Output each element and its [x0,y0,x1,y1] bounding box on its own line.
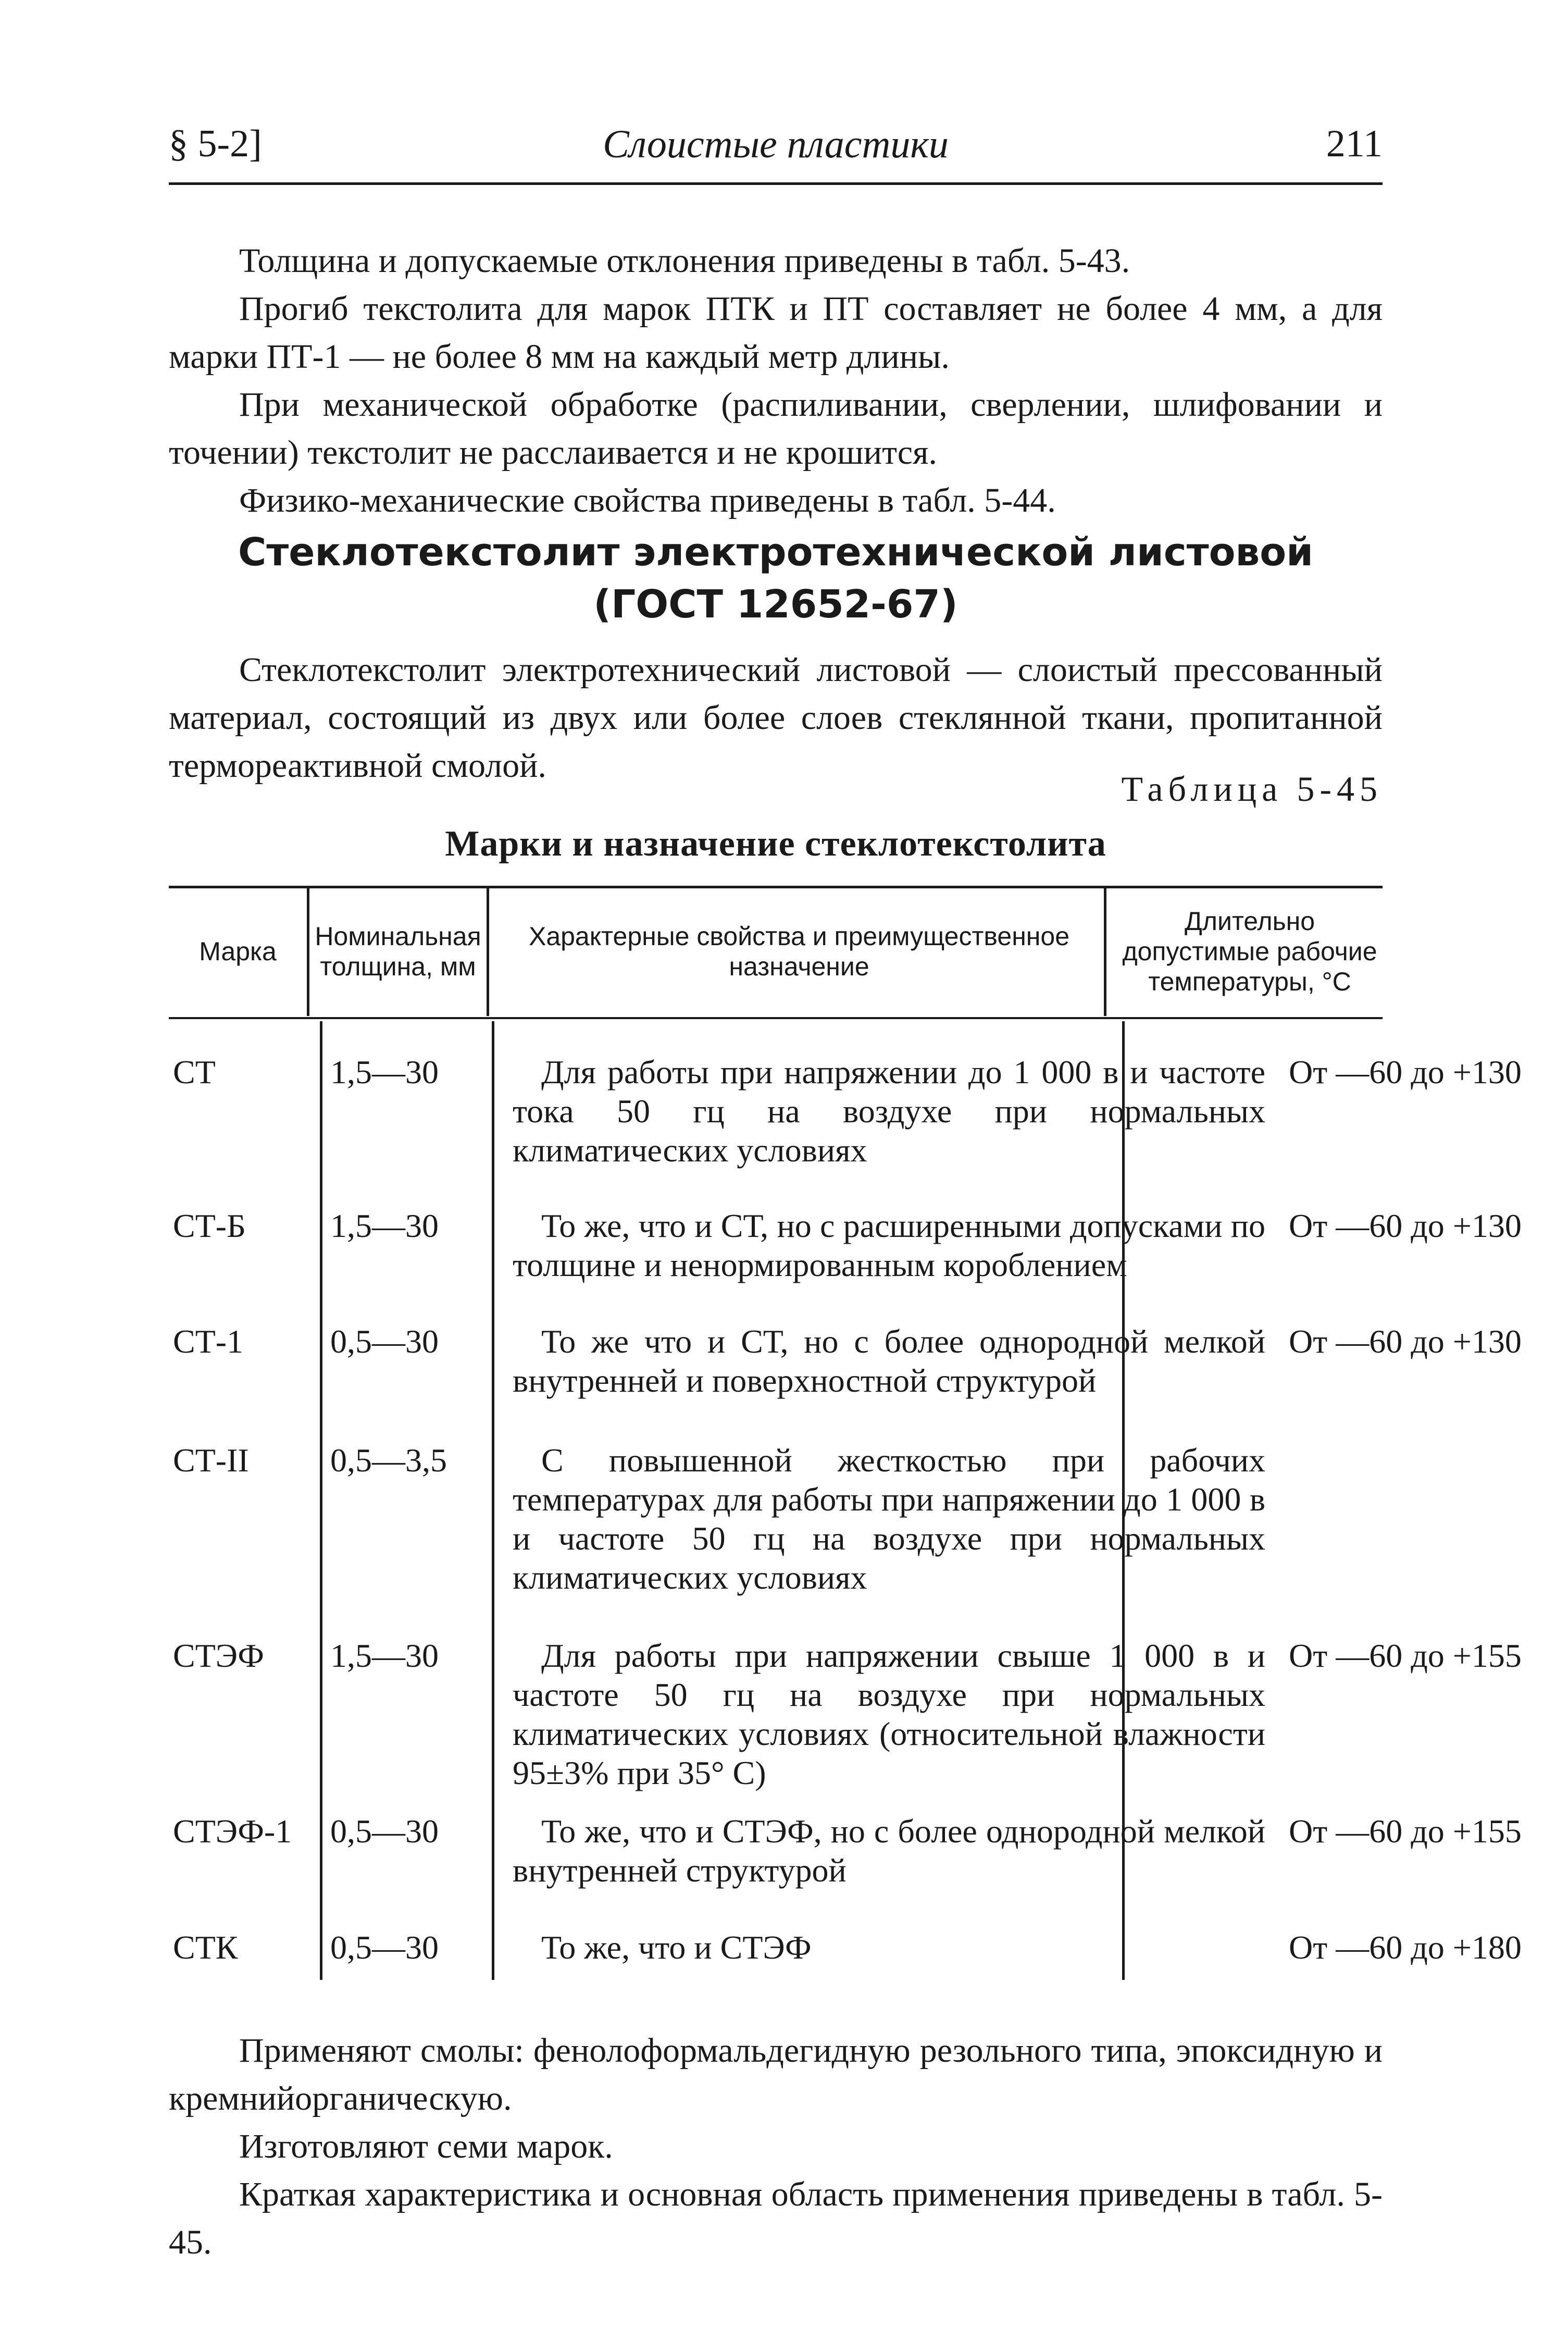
cell-mark: СТ-II [173,1442,249,1479]
column-divider [1104,886,1106,1016]
header-thickness: Номинальная толщина, мм [315,922,481,981]
cell-thickness: 1,5—30 [330,1054,439,1091]
cell-thickness: 0,5—3,5 [330,1442,447,1479]
column-divider [307,886,309,1016]
cell-description: То же что и СТ, но с более однородной мелкой внутренней и поверхностной структурой [513,1323,1265,1399]
cell-temperature: От —60 до +130 [1289,1207,1522,1244]
cell-mark: СТ-1 [173,1323,244,1360]
table-top-rule [169,886,1383,888]
cell-mark: СТ [173,1054,216,1091]
column-divider [492,1021,494,1980]
cell-description: Для работы при напряжении до 1 000 в и частоте тока 50 гц на воздухе при нормальных климатических условиях [513,1054,1265,1169]
cell-thickness: 1,5—30 [330,1207,439,1244]
cell-temperature: От —60 до +180 [1289,1929,1522,1966]
cell-description: С повышенной жесткостью при рабочих температурах для работы при напряжении до 1 000 в и частоте 50 гц на воздухе при нормальных климатических условиях [513,1442,1265,1596]
cell-mark: СТЭФ-1 [173,1813,292,1850]
header-temperature: Длительно допустимые рабочие температуры, °С [1122,907,1377,996]
header-mark: Марка [199,937,277,966]
paragraph: Прогиб текстолита для марок ПТК и ПТ составляет не более 4 мм, а для марки ПТ-1 — не более 8 мм на каждый метр длины. [169,290,1383,376]
paragraph: Краткая характеристика и основная область применения приведены в табл. 5-45. [169,2175,1383,2261]
paragraph: Применяют смолы: фенолоформальдегидную резольного типа, эпоксидную и кремнийорганическую. [169,2032,1383,2117]
section-heading-line: Стеклотекстолит электротехнической листовой [238,530,1313,575]
table-header-rule [169,1017,1383,1019]
cell-mark: СТЭФ [173,1637,264,1674]
cell-thickness: 0,5—30 [330,1323,439,1360]
table-caption: Марки и назначение стеклотекстолита [445,824,1106,864]
cell-description: То же, что и СТЭФ [541,1929,812,1966]
page-number: 211 [1326,122,1383,165]
cell-temperature: От —60 до +155 [1289,1637,1522,1674]
cell-temperature: От —60 до +130 [1289,1054,1522,1091]
header-title: Слоистые пластики [603,122,949,166]
table-number: Таблица 5-45 [1121,769,1383,809]
header-rule [169,182,1383,185]
cell-thickness: 0,5—30 [330,1813,439,1850]
paragraph: При механической обработке (распиливании, сверлении, шлифовании и точении) текстолит не расслаивается и не крошится. [169,386,1383,472]
cell-temperature: От —60 до +155 [1289,1813,1522,1850]
properties-table [169,886,1522,1970]
header-description: Характерные свойства и преимущественное назначение [528,922,1070,981]
section-heading [169,526,1383,630]
closing-text [169,2027,1383,2266]
paragraph: Физико-механические свойства приведены в табл. 5-44. [239,481,1056,519]
paragraph: Толщина и допускаемые отклонения приведены в табл. 5-43. [239,242,1130,280]
paragraph: Стеклотекстолит электротехнический листовой — слоистый прессованный материал, состоящий из двух или более слоев стеклянной ткани, пропитанной термореактивной смолой. [169,651,1383,785]
cell-temperature: От —60 до +130 [1289,1323,1522,1360]
cell-description: То же, что и СТЭФ, но с более однородной мелкой внутренней структурой [513,1813,1265,1889]
column-divider [320,1021,322,1980]
header-section-ref: § 5-2] [169,122,262,165]
cell-description: Для работы при напряжении свыше 1 000 в и частоте 50 гц на воздухе при нормальных климатических условиях (относительной влажности 95±3% при 35° С) [513,1637,1265,1791]
cell-thickness: 0,5—30 [330,1929,439,1966]
paragraph: Изготовляют семи марок. [239,2127,613,2165]
intro-text [169,237,1383,525]
cell-mark: СТ-Б [173,1207,246,1244]
section-heading-standard: (ГОСТ 12652-67) [593,582,958,627]
column-divider [487,886,489,1016]
cell-thickness: 1,5—30 [330,1637,439,1674]
cell-mark: СТК [173,1929,238,1966]
running-header [169,116,1383,173]
cell-description: То же, что и СТ, но с расширенными допусками по толщине и ненормированным короблением [513,1207,1265,1283]
